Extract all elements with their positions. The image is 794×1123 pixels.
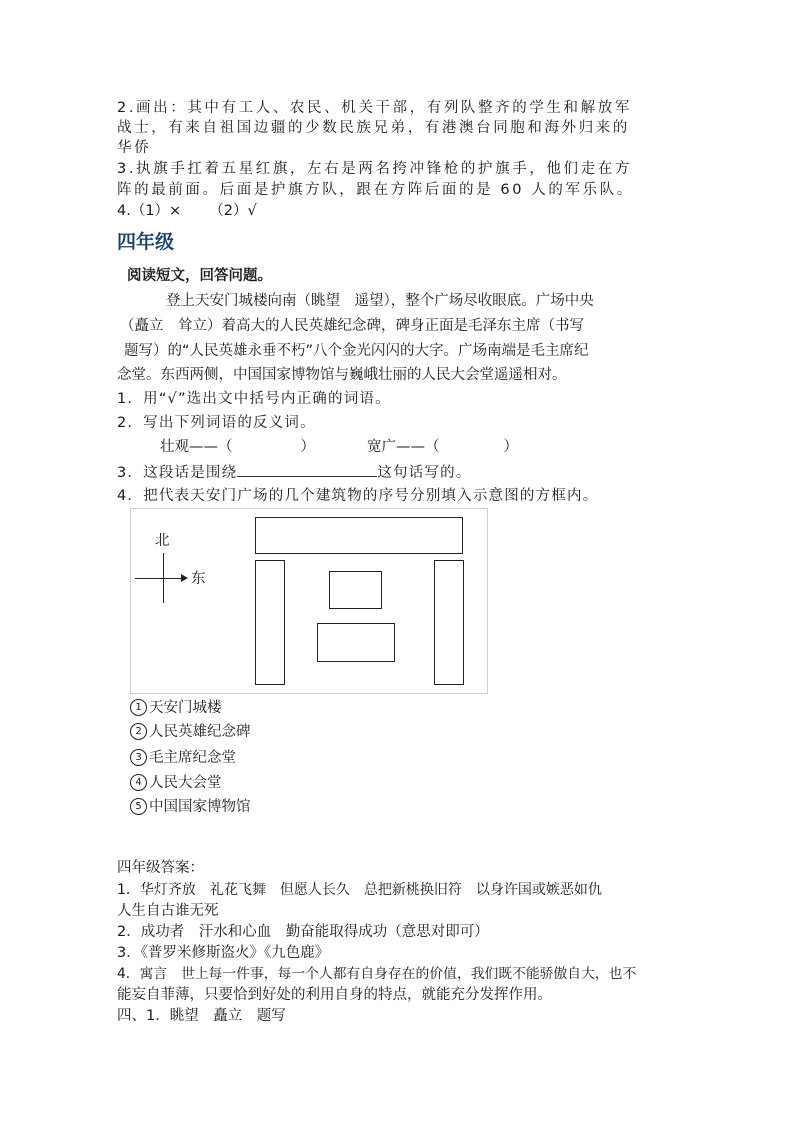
- answers-title: 四年级答案：: [117, 860, 204, 876]
- option-number-circle: 3: [130, 749, 147, 766]
- antonym-word-1: 壮观——（: [160, 439, 233, 455]
- tiananmen-square-diagram: [130, 508, 488, 694]
- question-4: 4．把代表天安门广场的几个建筑物的序号分别填入示意图的方框内。: [117, 488, 599, 504]
- option-item: [130, 698, 222, 718]
- option-item: [130, 797, 251, 817]
- passage-line3: 题写）的“人民英雄永垂不朽”八个金光闪闪的大字。广场南端是毛主席纪: [124, 343, 589, 359]
- answer-4-line2: 能妄自菲薄，只要恰到好处的利用自身的特点，就能充分发挥作用。: [117, 987, 552, 1003]
- question-3: [117, 462, 472, 483]
- answer-box-west[interactable]: [255, 560, 285, 685]
- answer-1-line1: 1．华灯齐放 礼花飞舞 但愿人长久 总把新桃换旧符 以身许国或嫉恶如仇: [117, 882, 602, 898]
- option-item: [130, 722, 251, 742]
- question-1: 1．用“√”选出文中括号内正确的词语。: [117, 391, 391, 407]
- section-title: 四年级: [117, 231, 175, 253]
- option-text: 人民英雄纪念碑: [149, 724, 251, 740]
- prev-answer-2-line1: 2.画出：其中有工人、农民、机关干部，有列队整齐的学生和解放军: [117, 100, 632, 116]
- antonym-word-2: 宽广——（: [367, 439, 440, 455]
- answer-3: 3．《普罗米修斯盗火》《九色鹿》: [117, 945, 330, 961]
- east-arrow-icon: [181, 574, 188, 582]
- answer-box-south[interactable]: [317, 623, 395, 662]
- option-text: 毛主席纪念堂: [149, 750, 236, 766]
- option-text: 中国国家博物馆: [149, 799, 251, 815]
- passage-line4: 念堂。东西两侧，中国国家博物馆与巍峨壮丽的人民大会堂遥遥相对。: [117, 367, 567, 383]
- question-3-blank[interactable]: [237, 462, 377, 477]
- prev-answer-2-line3: 华侨: [117, 140, 152, 156]
- compass-horizontal-line: [135, 578, 181, 579]
- option-number-circle: 4: [130, 774, 147, 791]
- answer-box-north[interactable]: [255, 517, 463, 554]
- answer-1-line2: 人生自古谁无死: [117, 903, 219, 919]
- question-2-words: [160, 437, 518, 457]
- answer-4-line1: 4．寓言 世上每一件事，每一个人都有自身存在的价值，我们既不能骄傲自大，也不: [117, 966, 637, 982]
- option-text: 天安门城楼: [149, 700, 222, 716]
- option-item: [130, 773, 222, 793]
- option-item: [130, 748, 236, 768]
- question-2: 2．写出下列词语的反义词。: [117, 415, 316, 431]
- answer-box-east[interactable]: [434, 560, 464, 685]
- answer-2: 2．成功者 汗水和心血 勤奋能取得成功（意思对即可）: [117, 924, 489, 940]
- prev-answer-4: [117, 201, 257, 221]
- question-3-prefix: 3．这段话是围绕: [117, 465, 238, 481]
- answer-5: 四、1．眺望 矗立 题写: [117, 1008, 286, 1024]
- passage-instruction: 阅读短文，回答问题。: [127, 268, 272, 284]
- option-number-circle: 5: [130, 798, 147, 815]
- prev-answer-3-line1: 3.执旗手扛着五星红旗，左右是两名挎冲锋枪的护旗手，他们走在方: [117, 161, 632, 177]
- option-number-circle: 2: [130, 723, 147, 740]
- passage-line2: （矗立 耸立）着高大的人民英雄纪念碑，碑身正面是毛泽东主席（书写: [120, 318, 584, 334]
- prev-answer-2-line2: 战士，有来自祖国边疆的少数民族兄弟，有港澳台同胞和海外归来的: [117, 120, 630, 136]
- prev-answer-4-part2: （2）√: [209, 203, 257, 219]
- passage-line1: 登上天安门城楼向南（眺望 遥望），整个广场尽收眼底。广场中央: [166, 293, 594, 309]
- option-text: 人民大会堂: [149, 775, 222, 791]
- antonym-close-1: ）: [300, 439, 315, 455]
- north-label: 北: [155, 533, 170, 549]
- answer-box-center[interactable]: [329, 571, 382, 609]
- prev-answer-3-line2: 阵的最前面。后面是护旗方队，跟在方阵后面的是 60 人的军乐队。: [117, 182, 634, 198]
- east-label: 东: [191, 571, 206, 587]
- prev-answer-4-part1: 4.（1）×: [117, 203, 182, 219]
- question-3-suffix: 这句话写的。: [377, 465, 472, 481]
- antonym-close-2: ）: [503, 439, 518, 455]
- option-number-circle: 1: [130, 699, 147, 716]
